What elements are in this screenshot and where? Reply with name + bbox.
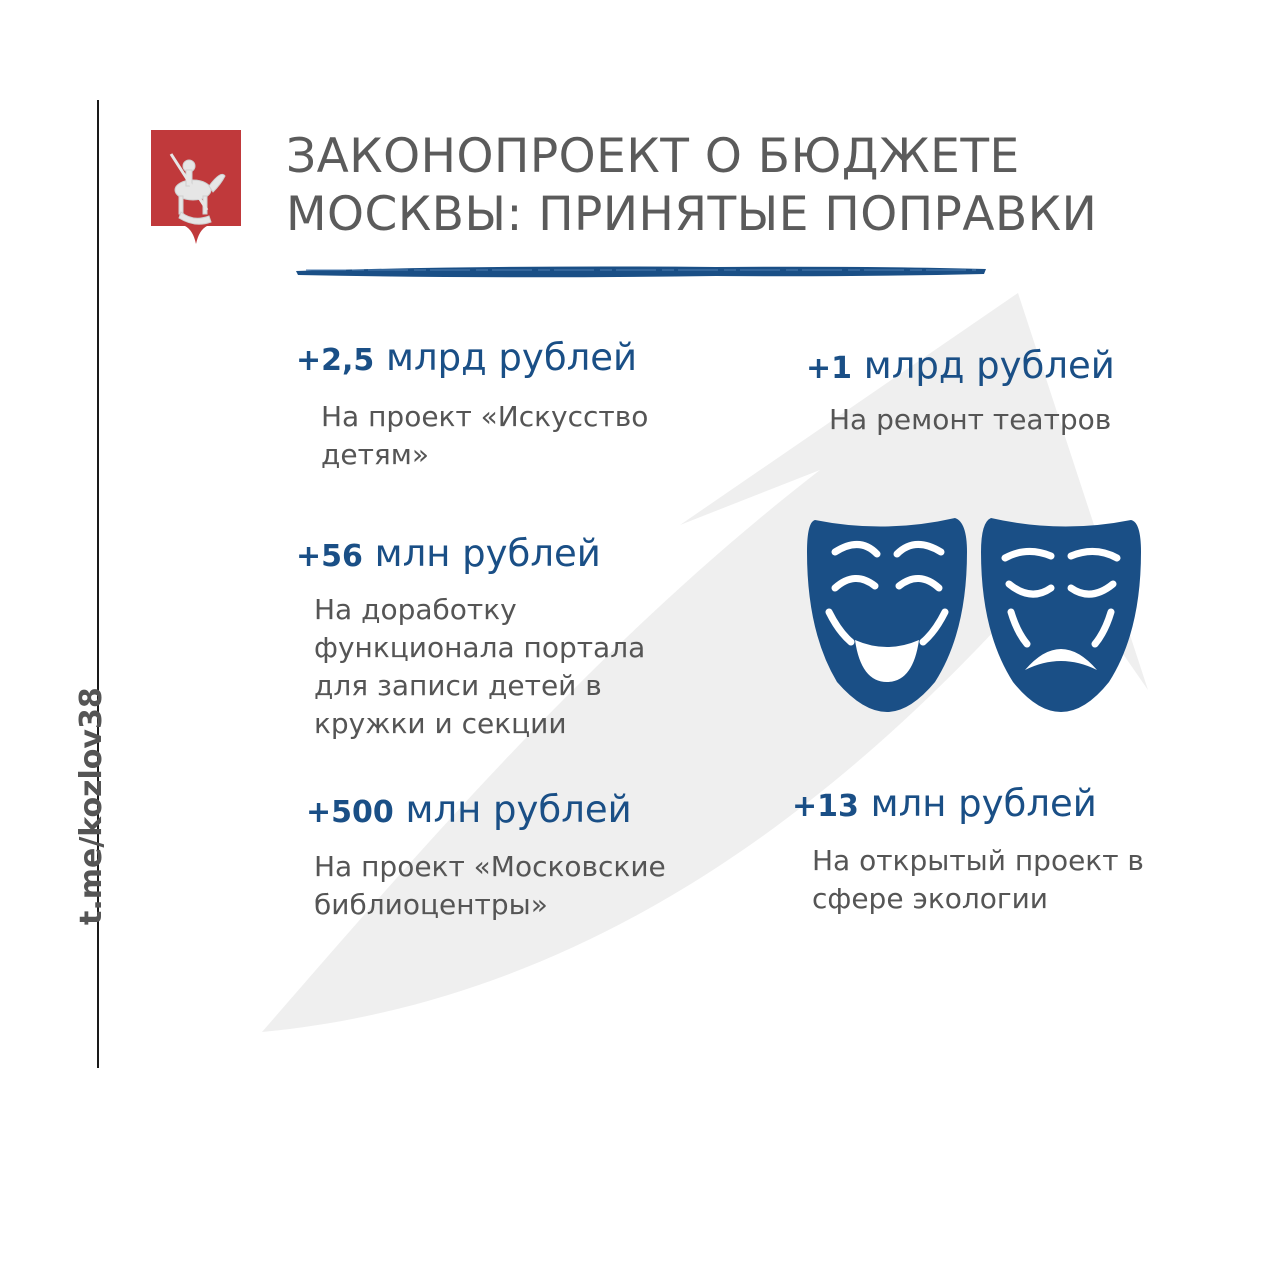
amount-value: +13 <box>792 789 859 824</box>
amount-portal <box>296 532 601 575</box>
amount-value: +56 <box>296 539 363 574</box>
amount-unit: млрд рублей <box>852 344 1115 387</box>
telegram-link[interactable]: t.me/kozlov38 <box>74 687 109 925</box>
title-line-1: ЗАКОНОПРОЕКТ О БЮДЖЕТЕ <box>286 129 1020 184</box>
desc-ecology: На открытый проект в сфере экологии <box>812 844 1144 915</box>
amount-theatres <box>806 344 1115 387</box>
amount-unit: млн рублей <box>393 788 632 831</box>
amount-libraries <box>306 788 632 831</box>
page-title <box>286 128 1097 244</box>
desc-libraries: На проект «Московские библиоцентры» <box>314 850 666 921</box>
amount-unit: млн рублей <box>858 782 1097 825</box>
moscow-coat-of-arms-icon <box>151 130 241 246</box>
amount-value: +2,5 <box>296 343 375 378</box>
brush-underline <box>296 262 988 282</box>
amount-unit: млн рублей <box>362 532 601 575</box>
amount-ecology <box>792 782 1097 825</box>
amount-art-children <box>296 336 637 379</box>
amount-value: +500 <box>306 795 394 830</box>
title-line-2: МОСКВЫ: ПРИНЯТЫЕ ПОПРАВКИ <box>286 187 1098 242</box>
amount-value: +1 <box>806 351 853 386</box>
desc-art-children: На проект «Искусство детям» <box>321 400 649 471</box>
desc-theatres: На ремонт театров <box>829 403 1112 436</box>
desc-portal: На доработку функционала портала для записи детей в кружки и секции <box>314 593 646 740</box>
amount-unit: млрд рублей <box>374 336 638 379</box>
theatre-masks-icon <box>805 512 1145 717</box>
